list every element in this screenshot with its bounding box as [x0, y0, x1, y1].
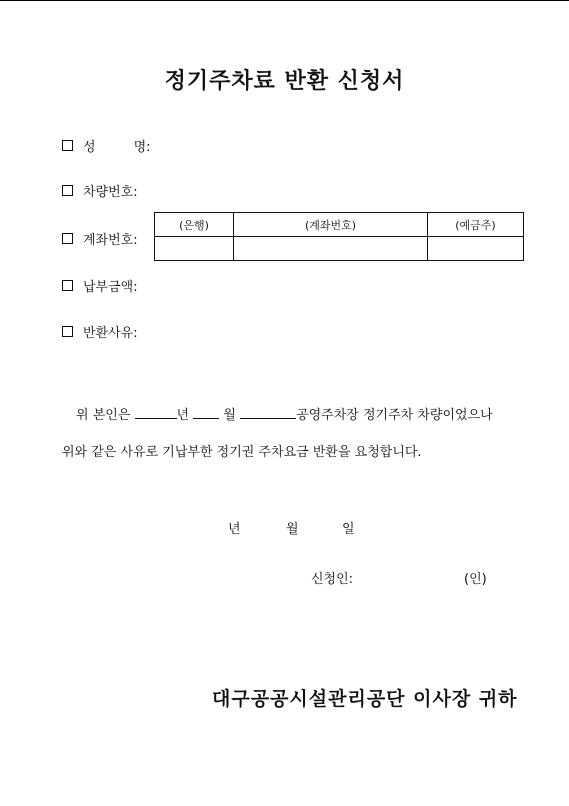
- bank-input-cell[interactable]: [155, 237, 234, 261]
- month-blank[interactable]: [193, 406, 219, 419]
- statement-part2: 공영주차장 정기주차 차량이었으나: [296, 408, 493, 423]
- statement-line-1: [76, 404, 493, 423]
- car-number-checkbox[interactable]: [62, 185, 73, 196]
- payment-label: 납부금액:: [83, 280, 138, 295]
- account-number-header-cell: (계좌번호): [234, 213, 428, 237]
- account-table-header-row: [155, 213, 524, 237]
- addressee: 대구공공시설관리공단 이사장 귀하: [212, 688, 518, 710]
- statement-part1: 위 본인은: [76, 408, 131, 423]
- account-holder-header-cell: (예금주): [428, 213, 524, 237]
- account-table: [154, 212, 524, 261]
- name-field-row: [62, 136, 151, 155]
- applicant-seal-label: (인): [464, 572, 487, 587]
- name-checkbox[interactable]: [62, 140, 73, 151]
- reason-field-row: [62, 322, 138, 341]
- name-label-part1: 성: [83, 140, 96, 155]
- statement-month: 월: [223, 408, 236, 423]
- applicant-label: 신청인:: [311, 572, 354, 587]
- reason-checkbox[interactable]: [62, 326, 73, 337]
- account-field-row: [62, 229, 138, 248]
- car-number-field-row: [62, 181, 138, 200]
- name-label-part2: 명:: [133, 140, 151, 155]
- top-border-line: [0, 0, 569, 1]
- car-number-label: 차량번호:: [83, 185, 138, 200]
- payment-field-row: [62, 276, 138, 295]
- statement-line-2: 위와 같은 사유로 기납부한 정기권 주차요금 반환을 요청합니다.: [62, 445, 422, 460]
- bank-header-cell: (은행): [155, 213, 234, 237]
- year-blank[interactable]: [135, 406, 177, 419]
- date-year-label: 년: [228, 522, 241, 537]
- date-month-label: 월: [286, 522, 299, 537]
- account-label: 계좌번호:: [83, 233, 138, 248]
- account-number-input-cell[interactable]: [234, 237, 428, 261]
- account-holder-input-cell[interactable]: [428, 237, 524, 261]
- account-checkbox[interactable]: [62, 233, 73, 244]
- page-title: 정기주차료 반환 신청서: [164, 69, 405, 94]
- reason-label: 반환사유:: [83, 326, 138, 341]
- parking-lot-blank[interactable]: [240, 406, 296, 419]
- payment-checkbox[interactable]: [62, 280, 73, 291]
- statement-year: 년: [176, 408, 190, 423]
- date-day-label: 일: [342, 522, 355, 537]
- account-table-input-row: [155, 237, 524, 261]
